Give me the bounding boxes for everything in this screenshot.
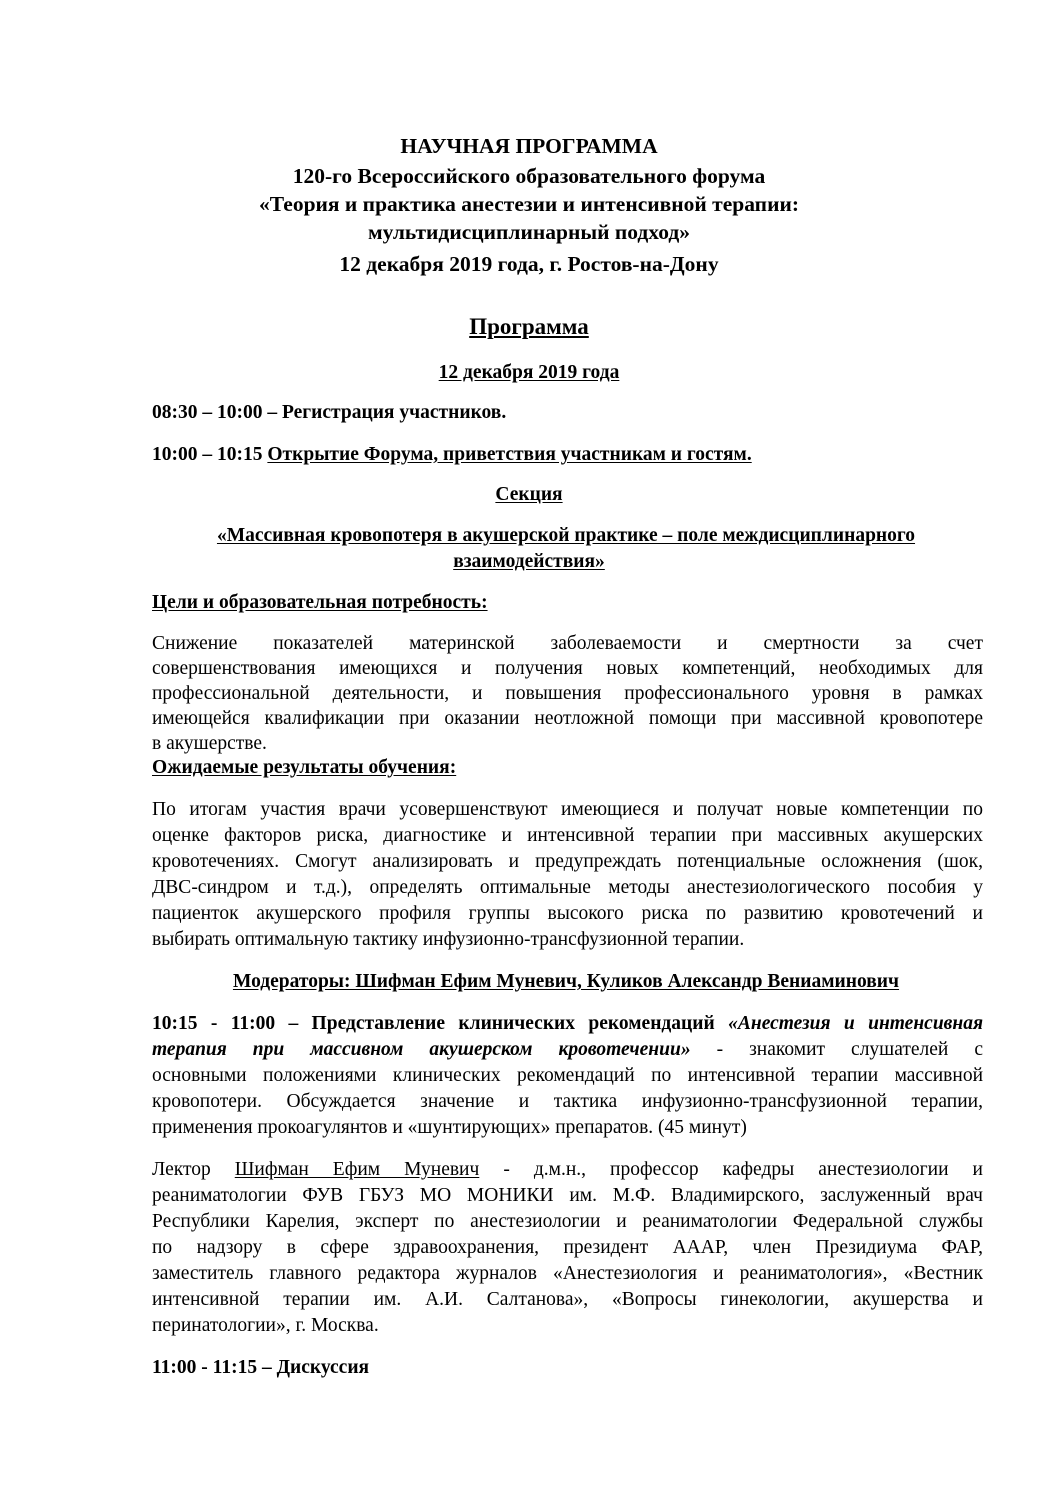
header-theme: «Теория и практика анестезии и интенсивной терапии: <box>259 192 799 216</box>
lecturer-name: Шифман Ефим Муневич <box>234 1159 480 1180</box>
talk1-desc-part2: - знакомит слушателей с <box>690 1039 983 1060</box>
talk1-time: 10:15 - 11:00 – Представление клинических рекомендаций <box>152 1013 729 1034</box>
talk1-line1 <box>152 1011 983 1037</box>
goals-last-line: в акушерстве. <box>152 733 267 754</box>
opening-text: Открытие Форума, приветствия участникам и гостям. <box>267 444 752 465</box>
results-line: кровотечениях. Смогут анализировать и предупреждать потенциальные осложнения (шок, <box>152 851 983 872</box>
results-line: оценке факторов риска, диагностике и интенсивной терапии при массивных акушерских <box>152 825 983 846</box>
talk1-line2 <box>152 1037 983 1063</box>
talk1-title-part2: терапия при массивном акушерском кровотечении» <box>152 1039 691 1060</box>
discussion-text: – Дискуссия <box>257 1357 370 1378</box>
moderators: Модераторы: Шифман Ефим Муневич, Куликов Александр Вениаминович <box>232 971 900 992</box>
header-forum: 120-го Всероссийского образовательного форума <box>292 164 766 188</box>
lecturer-last-line: перинатологии», г. Москва. <box>152 1315 379 1336</box>
results-last-line: выбирать оптимальную тактику инфузионно-трансфузионной терапии. <box>152 929 745 950</box>
talk1-title-part1: «Анестезия и интенсивная <box>728 1013 983 1034</box>
lecturer-line: по надзору в сфере здравоохранения, президент АААР, член Президиума ФАР, <box>152 1237 983 1258</box>
results-line: ДВС-синдром и т.д.), определять оптимальные методы анестезиологического пособия у <box>152 877 983 898</box>
discussion-item <box>152 1355 369 1381</box>
lecturer-line1 <box>152 1157 983 1183</box>
goals-line: профессиональной деятельности, и повышения профессионального уровня в рамках <box>152 683 983 704</box>
talk1-line: кровопотери. Обсуждается значение и тактика инфузионно-трансфузионной терапии, <box>152 1091 983 1112</box>
goals-line: совершенствования имеющихся и получения новых компетенций, необходимых для <box>152 658 983 679</box>
goals-line: имеющейся квалификации при оказании неотложной помощи при массивной кровопотере <box>152 708 983 729</box>
lecturer-suffix: - д.м.н., профессор кафедры анестезиологии и <box>479 1159 983 1180</box>
results-heading: Ожидаемые результаты обучения: <box>152 757 457 778</box>
registration-item <box>152 400 506 426</box>
header-theme-cont: мультидисциплинарный подход» <box>368 220 690 244</box>
date-heading: 12 декабря 2019 года <box>438 362 620 383</box>
talk1-line: основными положениями клинических рекомендаций по интенсивной терапии массивной <box>152 1065 983 1086</box>
discussion-time: 11:00 - 11:15 <box>152 1357 258 1378</box>
goals-line: Снижение показателей материнской заболеваемости и смертности за счет <box>152 633 983 654</box>
results-line: пациенток акушерского профиля группы высокого риска по развитию кровотечений и <box>152 903 983 924</box>
lecturer-line: интенсивной терапии им. А.И. Салтанова», «Вопросы гинекологии, акушерства и <box>152 1289 983 1310</box>
registration-time: 08:30 – 10:00 – <box>152 402 282 423</box>
header-title: НАУЧНАЯ ПРОГРАММА <box>400 134 658 158</box>
program-heading: Программа <box>469 314 589 339</box>
header-date-place: 12 декабря 2019 года, г. Ростов-на-Дону <box>339 252 719 276</box>
opening-time: 10:00 – 10:15 <box>152 444 268 465</box>
goals-heading: Цели и образовательная потребность: <box>152 592 488 613</box>
lecturer-line: Республики Карелия, эксперт по анестезиологии и реаниматологии Федеральной службы <box>152 1211 983 1232</box>
lecturer-line: реаниматологии ФУВ ГБУЗ МО МОНИКИ им. М.Ф. Владимирского, заслуженный врач <box>152 1185 983 1206</box>
lecturer-prefix: Лектор <box>152 1159 235 1180</box>
lecturer-line: заместитель главного редактора журналов «Анестезиология и реаниматология», «Вестник <box>152 1263 983 1284</box>
results-line: По итогам участия врачи усовершенствуют имеющиеся и получат новые компетенции по <box>152 799 983 820</box>
section-label: Секция <box>495 484 563 505</box>
talk1-last-line: применения прокоагулянтов и «шунтирующих» препаратов. (45 минут) <box>152 1117 747 1138</box>
section-title-line2: взаимодействия» <box>453 551 605 572</box>
registration-text: Регистрация участников. <box>282 402 507 423</box>
section-title-line1: «Массивная кровопотеря в акушерской практике – поле междисциплинарного <box>216 525 916 546</box>
opening-item <box>152 442 752 468</box>
